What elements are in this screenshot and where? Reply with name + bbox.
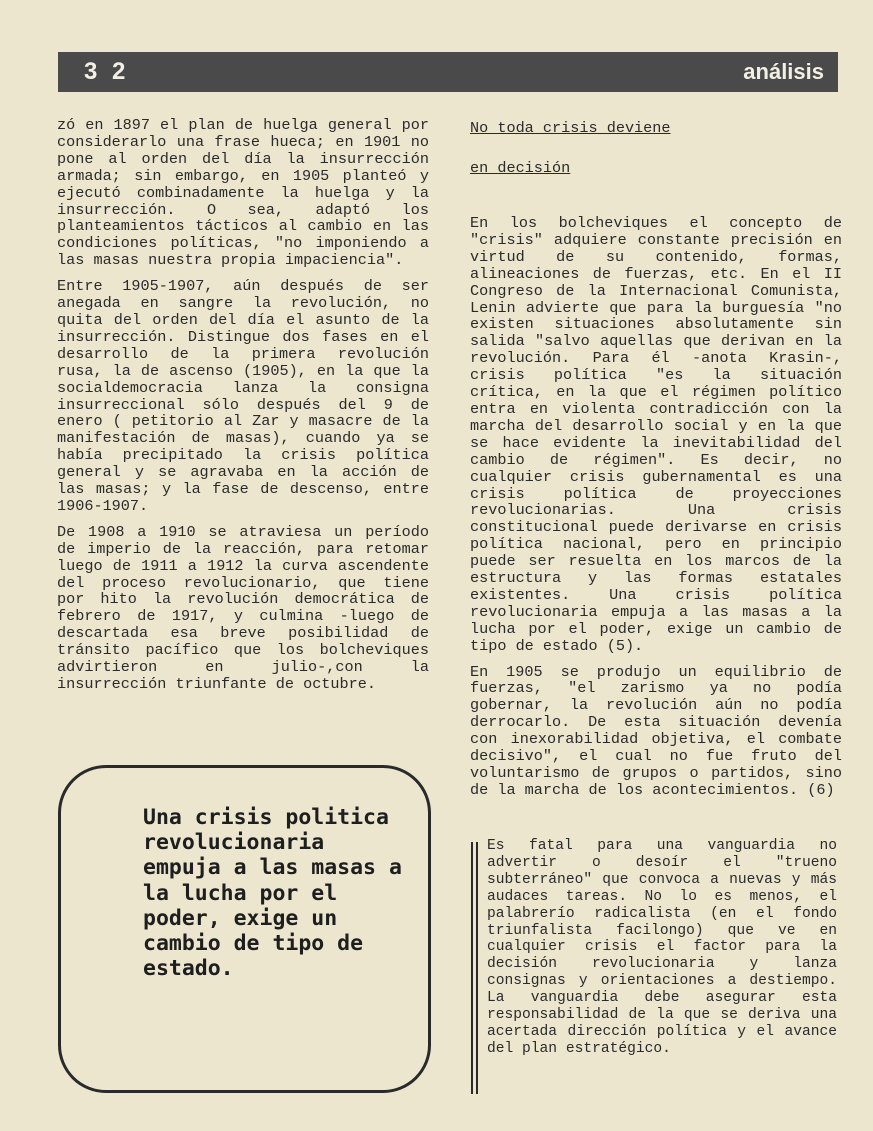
- page-header: [58, 52, 838, 92]
- right-column: [470, 117, 842, 808]
- sidebar-text: Es fatal para una vanguardia no advertir o desoír el "trueno subterráneo" que convoca a nuevas y más audaces tareas. No lo es menos, el palabrerío radicalista (en el fondo triunfalista facilongo) que ve en cualquier crisis el factor para la decisión revolucionaria y lanza consignas y orientaciones a destiempo. La vanguardia debe asegurar esta responsabilidad de la que se deriva una acertada dirección política y el avance del plan estratégico.: [487, 838, 837, 1057]
- sidebar-rule-outer: [471, 842, 473, 1094]
- section-name: análisis: [743, 59, 824, 84]
- left-paragraph-2: Entre 1905-1907, aún después de ser anegada en sangre la revolución, no quita del orden del día el asunto de la insurrección. Distingue dos fases en el desarrollo de la primera revolución rusa, la de ascenso (1905), en la que la socialdemocracia lanza la consigna insurreccional sólo después del 9 de enero ( petitorio al Zar y masacre de la manifestación de masas), cuando ya se había precipitado la crisis política general y se agravaba en la acción de las masas; y la fase de descenso, entre 1906-1907.: [57, 277, 429, 515]
- sidebar-box: [465, 838, 843, 1100]
- right-paragraph-1: En los bolcheviques el concepto de "crisis" adquiere constante precisión en virtud de su contenido, formas, alineaciones de fuerzas, etc. En el II Congreso de la Internacional Comunista, Lenin advierte que para la burguesía "no existen situaciones absolutamente sin salida "salvo aquellas que derivan en la revolución. Para él -anota Krasin-, crisis política "es la situación crítica, en la que el régimen político entra en violenta contradicción con la marcha del desarrollo social y en la que se hace evidente la inevitabilidad del cambio de régimen". Es decir, no cualquier crisis gubernamental es una crisis política de proyecciones revolucionarias. Una crisis constitucional puede derivarse en crisis política nacional, pero en principio puede ser resuelta en los marcos de la estructura y las formas estatales existentes. Una crisis política revolucionaria empuja a las masas a la lucha por el poder, exige un cambio de tipo de estado (5).: [470, 214, 842, 655]
- left-paragraph-1: zó en 1897 el plan de huelga general por considerarlo una frase hueca; en 1901 no pone al orden del día la insurrección armada; sin embargo, en 1905 planteó y ejecutó combinadamente la huelga y la insurrección. O sea, adaptó los planteamientos tácticos al cambio en las condiciones políticas, "no imponiendo a las masas nuestra propia impaciencia".: [57, 116, 429, 270]
- right-paragraph-2: En 1905 se produjo un equilibrio de fuerzas, "el zarismo ya no podía gobernar, la revolución aún no podía derrocarlo. De esta situación devenía con inexorabilidad objetiva, el combate decisivo", el cual no fue fruto del voluntarismo de grupos o partidos, sino de la marcha de los acontecimientos. (6): [470, 662, 842, 799]
- left-column: [57, 117, 429, 702]
- section-subhead-line-1: No toda crisis deviene: [470, 119, 671, 137]
- pull-quote-box: [58, 765, 431, 1093]
- section-subhead-line-2: en decisión: [470, 159, 571, 177]
- page-number: 3 2: [84, 58, 130, 85]
- sidebar-rule-inner: [476, 842, 478, 1094]
- pull-quote-text: Una crisis politica revolucionaria empuja a las masas a la lucha por el poder, exige un cambio de tipo de estado.: [143, 805, 402, 982]
- left-paragraph-3: De 1908 a 1910 se atraviesa un período de imperio de la reacción, para retomar luego de 1911 a 1912 la curva ascendente del proceso revolucionario, que tiene por hito la revolución democrática de febrero de 1917, y culmina -luego de descartada esa breve posibilidad de tránsito pacífico que los bolcheviques advirtieron en julio-,con la insurrección triunfante de octubre.: [57, 522, 429, 693]
